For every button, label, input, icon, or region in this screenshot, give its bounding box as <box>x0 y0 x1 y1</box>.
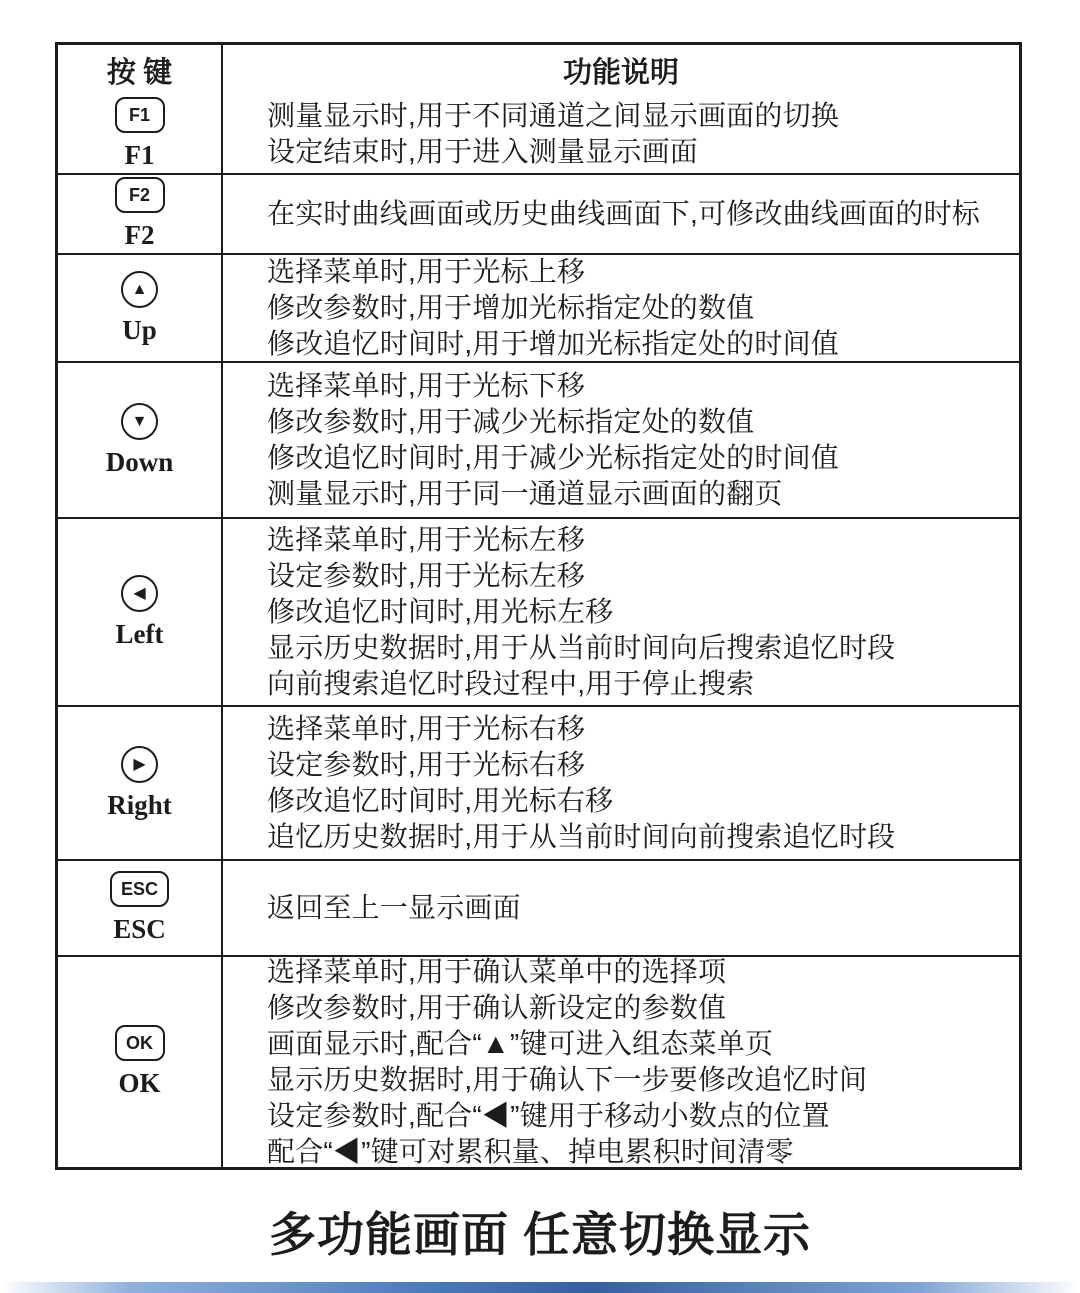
function-desc-line: 显示历史数据时,用于从当前时间向后搜索追忆时段 <box>267 632 896 663</box>
function-desc-line: 修改追忆时间时,用光标左移 <box>267 596 614 627</box>
function-desc-line: 修改参数时,用于确认新设定的参数值 <box>267 992 727 1023</box>
function-desc-line: 返回至上一显示画面 <box>267 892 521 923</box>
down-arrow-icon: ▼ <box>121 403 158 440</box>
function-desc-line: 设定参数时,配合“◀”键用于移动小数点的位置 <box>267 1100 830 1131</box>
function-desc-line: 修改追忆时间时,用于减少光标指定处的时间值 <box>267 442 839 473</box>
key-cell <box>58 957 223 1167</box>
table-row-ok <box>58 955 1019 1167</box>
function-description-cell <box>223 255 1019 361</box>
header-key-label: 按 键 <box>106 56 173 89</box>
function-description-cell <box>223 519 1019 705</box>
page-caption: 多功能画面 任意切换显示 <box>268 1208 812 1261</box>
header-key-column <box>58 45 223 95</box>
table-row-up <box>58 253 1019 361</box>
function-desc-line: 选择菜单时,用于光标右移 <box>267 713 586 744</box>
table-row-f1 <box>58 95 1019 173</box>
table-row-f2 <box>58 173 1019 253</box>
function-desc-line: 选择菜单时,用于确认菜单中的选择项 <box>267 956 727 987</box>
function-desc-line: 修改参数时,用于增加光标指定处的数值 <box>267 292 755 323</box>
function-desc-line: 配合“◀”键可对累积量、掉电累积时间清零 <box>267 1136 794 1167</box>
function-desc-line: 显示历史数据时,用于确认下一步要修改追忆时间 <box>267 1064 868 1095</box>
function-description-cell <box>223 175 1019 253</box>
function-desc-line: 设定参数时,用于光标右移 <box>267 749 586 780</box>
f1-keycap-icon: F1 <box>115 97 165 133</box>
ok-keycap-icon: OK <box>115 1025 165 1061</box>
esc-keycap-icon: ESC <box>110 871 169 907</box>
function-desc-line: 设定参数时,用于光标左移 <box>267 560 586 591</box>
function-desc-line: 选择菜单时,用于光标上移 <box>267 256 586 287</box>
function-desc-line: 修改追忆时间时,用光标右移 <box>267 785 614 816</box>
footer-gradient-bar <box>0 1282 1080 1293</box>
down-key-label: Down <box>105 446 174 477</box>
table-row-right <box>58 705 1019 859</box>
table-row-esc <box>58 859 1019 955</box>
function-desc-line: 修改追忆时间时,用于增加光标指定处的时间值 <box>267 328 839 359</box>
key-cell <box>58 175 223 253</box>
header-desc-column <box>223 45 1019 95</box>
table-header-row <box>58 45 1019 95</box>
function-desc-line: 选择菜单时,用于光标左移 <box>267 524 586 555</box>
function-desc-line: 修改参数时,用于减少光标指定处的数值 <box>267 406 755 437</box>
table-body <box>58 95 1019 1167</box>
right-key-label: Right <box>107 789 172 820</box>
header-desc-label: 功能说明 <box>562 56 679 89</box>
function-desc-line: 向前搜索追忆时段过程中,用于停止搜索 <box>267 668 755 699</box>
function-description-cell <box>223 957 1019 1167</box>
left-key-label: Left <box>115 618 164 649</box>
esc-key-label: ESC <box>113 914 166 944</box>
f2-key-label: F2 <box>124 220 155 250</box>
up-key-label: Up <box>122 314 157 345</box>
f2-keycap-icon: F2 <box>115 177 165 213</box>
key-cell <box>58 255 223 361</box>
function-description-cell <box>223 95 1019 173</box>
key-cell <box>58 363 223 517</box>
function-description-cell <box>223 363 1019 517</box>
key-cell <box>58 95 223 173</box>
key-cell <box>58 519 223 705</box>
function-description-cell <box>223 861 1019 955</box>
function-desc-line: 设定结束时,用于进入测量显示画面 <box>267 136 698 167</box>
up-arrow-icon: ▲ <box>121 271 158 308</box>
function-desc-line: 选择菜单时,用于光标下移 <box>267 370 586 401</box>
function-desc-line: 在实时曲线画面或历史曲线画面下,可修改曲线画面的时标 <box>267 198 980 229</box>
key-cell <box>58 861 223 955</box>
key-function-table <box>55 42 1022 1170</box>
table-row-left <box>58 517 1019 705</box>
f1-key-label: F1 <box>124 140 155 170</box>
left-arrow-icon: ◀ <box>121 575 158 612</box>
function-description-cell <box>223 707 1019 859</box>
function-desc-line: 追忆历史数据时,用于从当前时间向前搜索追忆时段 <box>267 821 896 852</box>
function-desc-line: 测量显示时,用于同一通道显示画面的翻页 <box>267 478 783 509</box>
function-desc-line: 测量显示时,用于不同通道之间显示画面的切换 <box>267 100 839 131</box>
key-cell <box>58 707 223 859</box>
ok-key-label: OK <box>118 1068 161 1098</box>
table-row-down <box>58 361 1019 517</box>
function-desc-line: 画面显示时,配合“▲”键可进入组态菜单页 <box>267 1028 774 1059</box>
right-arrow-icon: ▶ <box>121 746 158 783</box>
